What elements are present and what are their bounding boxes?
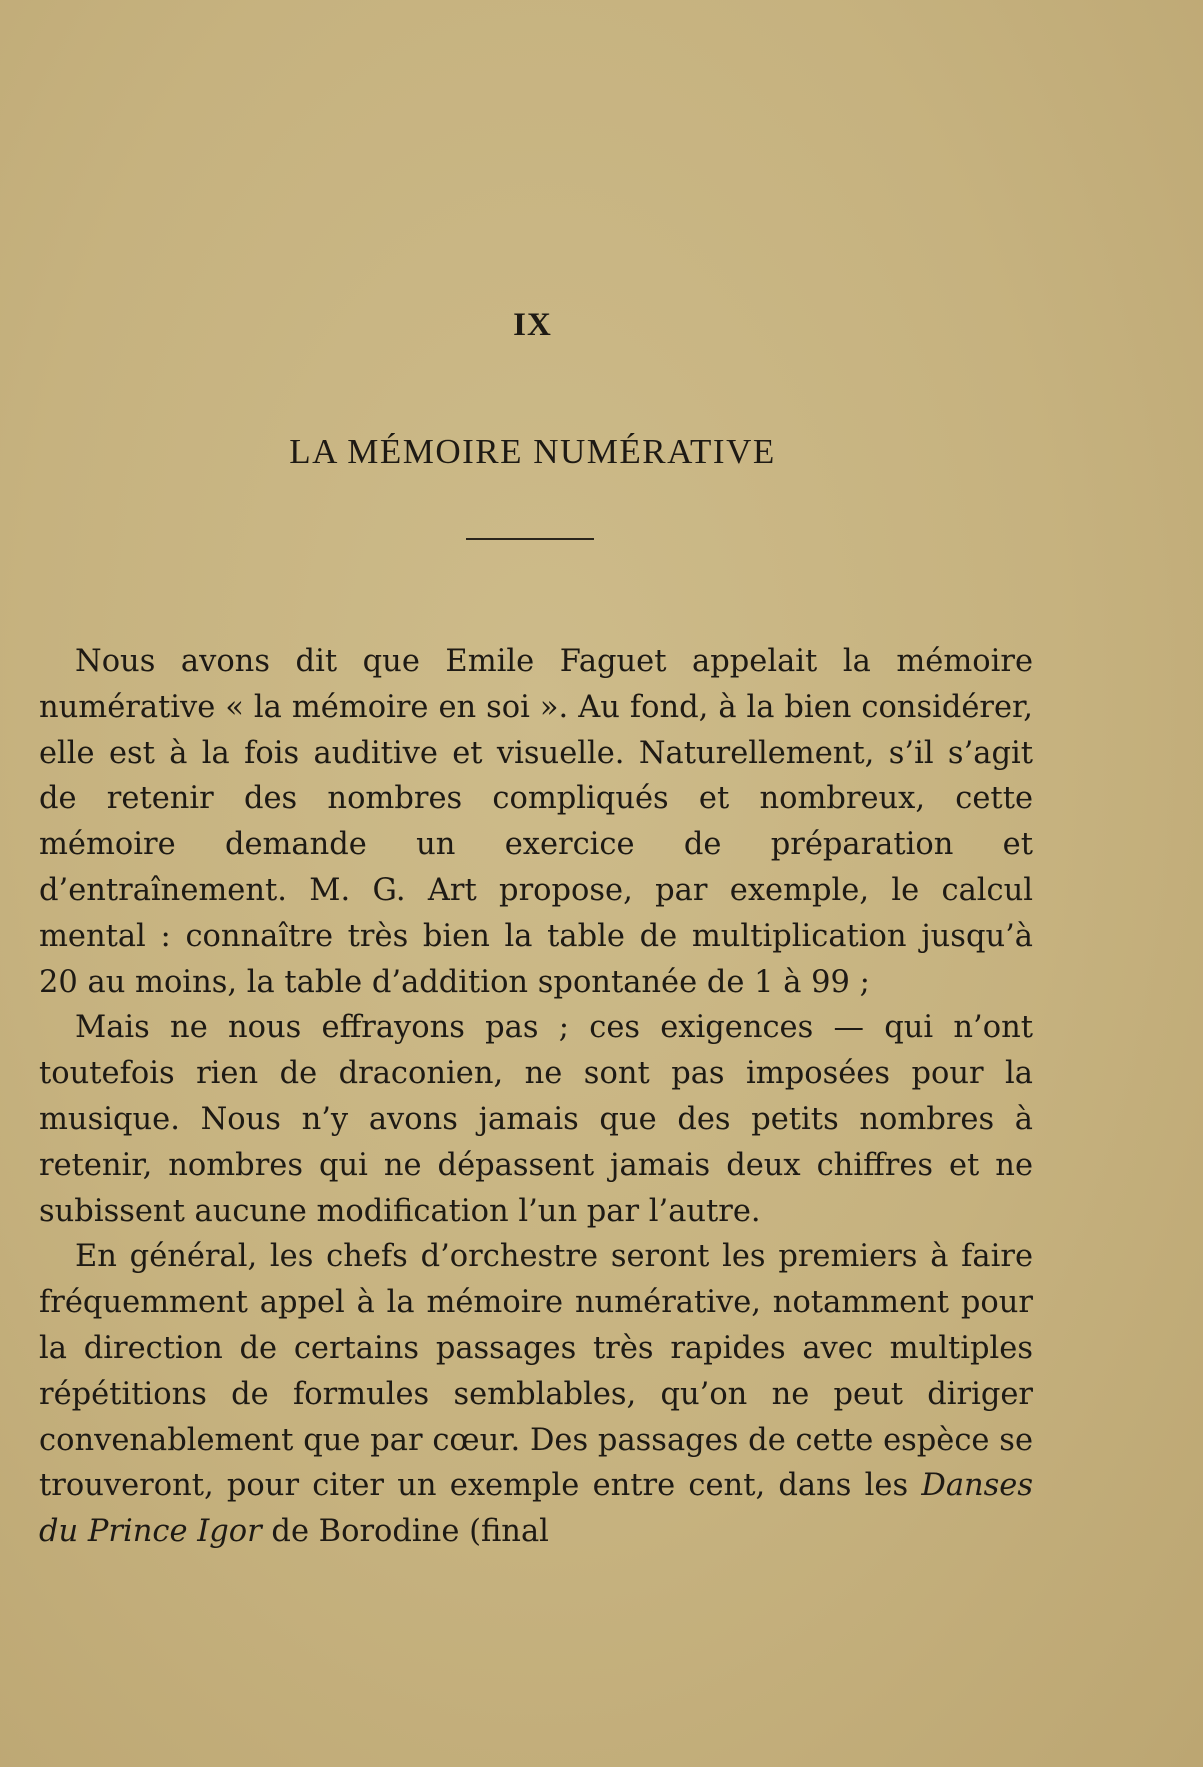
- paragraph-2: Mais ne nous effrayons pas ; ces exigences — qui n’ont toutefois rien de draconien, ne sont pas imposées pour la musique. Nous n’y avons jamais que des petits nombres à retenir, nombres qui ne dépassent jamais deux chiffres et ne subissent aucune modification l’un par l’autre.: [39, 1010, 1033, 1229]
- paragraph-1: Nous avons dit que Emile Faguet appelait la mémoire numérative « la mémoire en soi ». Au fond, à la bien considérer, elle est à la fois auditive et visuelle. Naturellement, s’il s’agit de retenir des nombres compliqués et nombreux, cette mémoire demande un exercice de préparation et d’entraînement. M. G. Art propose, par exemple, le calcul mental : connaître très bien la table de multiplication jusqu’à 20 au moins, la table d’addition spontanée de 1 à 99 ;: [39, 644, 1033, 1000]
- chapter-number: IX: [513, 307, 552, 343]
- paragraph-3-text-before: En général, les chefs d’orchestre seront les premiers à faire fréquemment appel à la mémoire numérative, notamment pour la direction de certains passages très rapides avec multiples répétitions de formules semblables, qu’on ne peut diriger convenablement que par cœur. Des passages de cette espèce se trouveront, pour citer un exemple entre cent, dans les: [39, 1239, 1033, 1504]
- body-text: [39, 639, 1033, 1555]
- chapter-title: LA MÉMOIRE NUMÉRATIVE: [289, 432, 776, 471]
- paragraph-3: [39, 1234, 1033, 1555]
- paragraph-3-text-after: de Borodine (final: [261, 1514, 549, 1550]
- work-title: Danses du Prince Igor: [39, 1468, 1033, 1550]
- title-divider: [466, 538, 594, 540]
